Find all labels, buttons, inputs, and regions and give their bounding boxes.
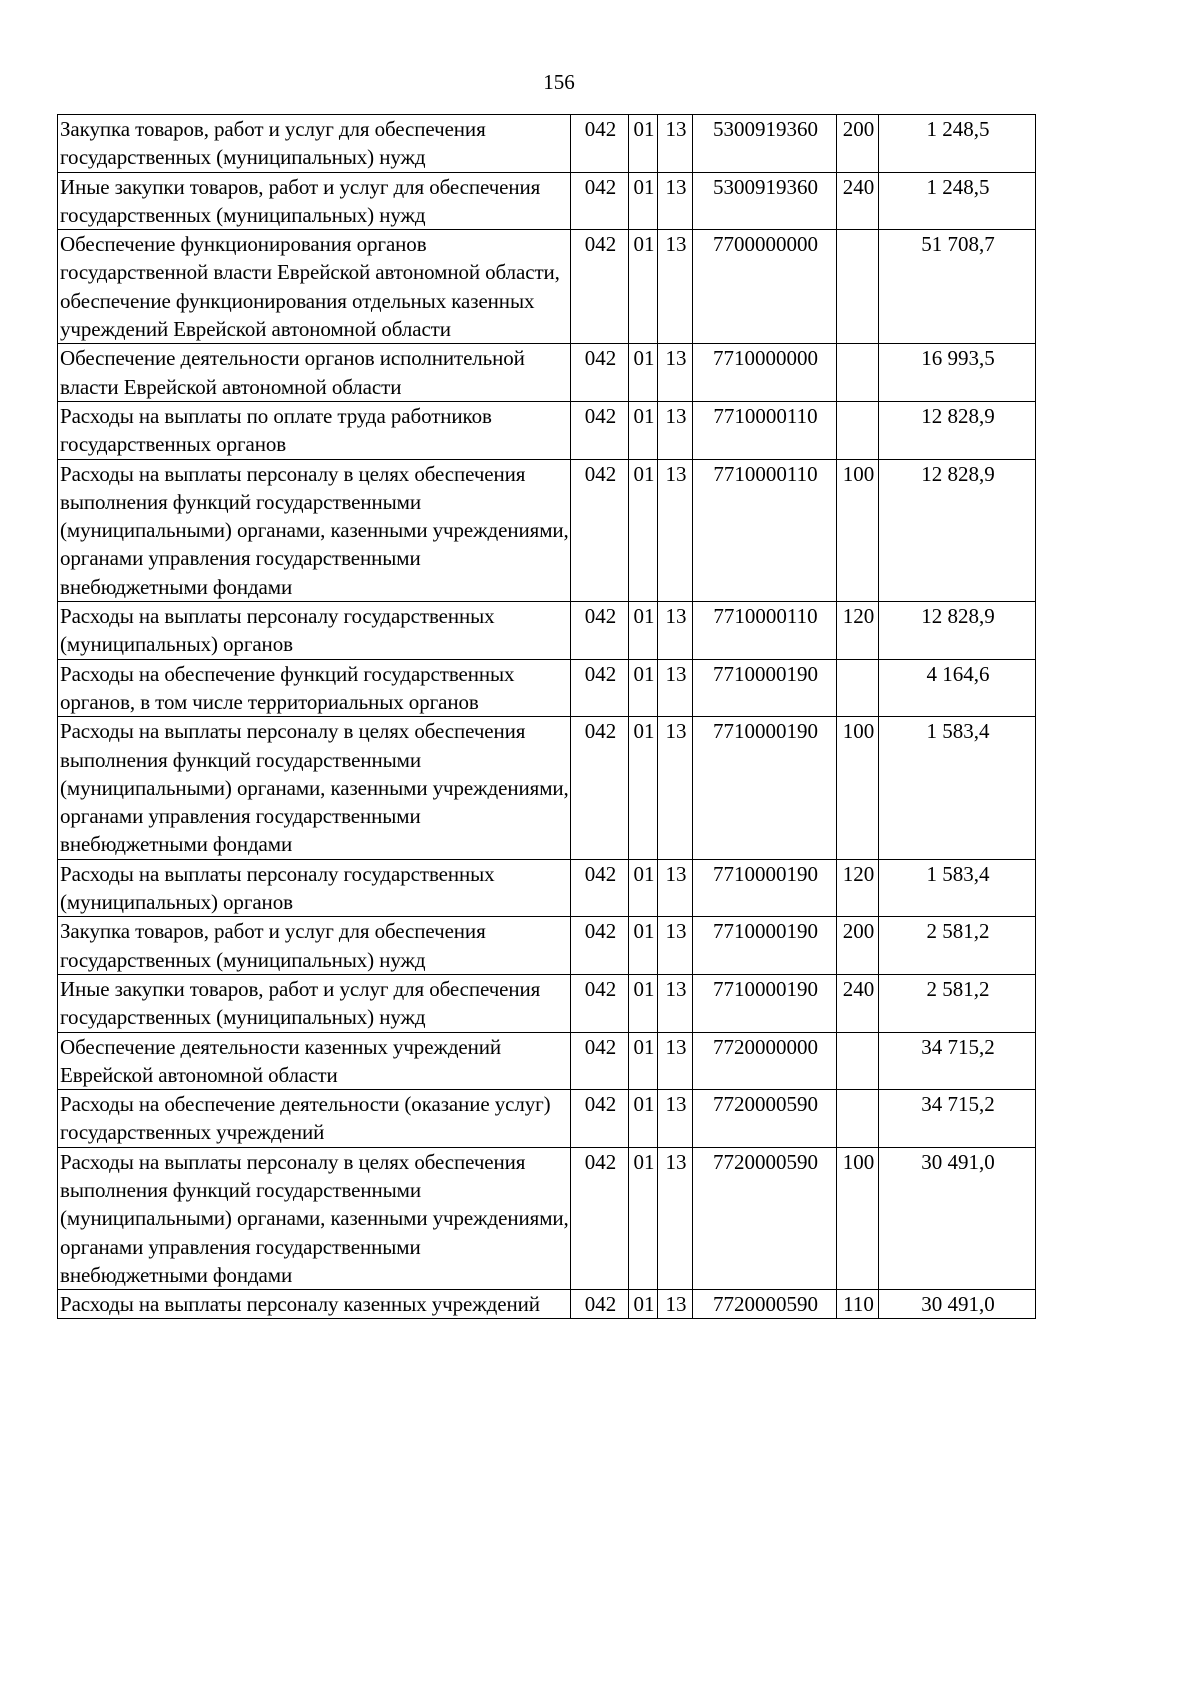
expense-type-cell: 240	[837, 172, 879, 230]
table-row	[58, 917, 1036, 975]
subsection-code-cell: 13	[658, 859, 693, 917]
expense-type-cell	[837, 1032, 879, 1090]
subsection-code-cell: 13	[658, 115, 693, 173]
ministry-code-cell: 042	[571, 401, 629, 459]
table-row	[58, 172, 1036, 230]
section-code-cell: 01	[629, 859, 658, 917]
expense-type-cell	[837, 344, 879, 402]
target-article-cell: 7710000190	[693, 659, 837, 717]
target-article-cell: 7720000590	[693, 1290, 837, 1319]
table-row	[58, 717, 1036, 859]
section-code-cell: 01	[629, 459, 658, 601]
expense-type-cell: 100	[837, 459, 879, 601]
subsection-code-cell: 13	[658, 659, 693, 717]
amount-cell: 16 993,5	[879, 344, 1036, 402]
amount-cell: 51 708,7	[879, 230, 1036, 344]
amount-cell: 12 828,9	[879, 401, 1036, 459]
table-row	[58, 659, 1036, 717]
expense-type-cell: 110	[837, 1290, 879, 1319]
table-row	[58, 1090, 1036, 1148]
subsection-code-cell: 13	[658, 459, 693, 601]
subsection-code-cell: 13	[658, 401, 693, 459]
subsection-code-cell: 13	[658, 1032, 693, 1090]
page-number: 156	[543, 70, 575, 94]
target-article-cell: 7720000590	[693, 1090, 837, 1148]
expense-name-cell: Обеспечение деятельности органов исполнительной власти Еврейской автономной области	[58, 344, 571, 402]
expense-name-cell: Расходы на выплаты персоналу в целях обеспечения выполнения функций государственными (муниципальными) органами, казенными учреждениями, органами управления государственными внебюджетными фондами	[58, 459, 571, 601]
table-row	[58, 974, 1036, 1032]
section-code-cell: 01	[629, 1147, 658, 1289]
table-row	[58, 230, 1036, 344]
ministry-code-cell: 042	[571, 459, 629, 601]
expense-name-cell: Закупка товаров, работ и услуг для обеспечения государственных (муниципальных) нужд	[58, 115, 571, 173]
expense-name-cell: Расходы на выплаты персоналу казенных учреждений	[58, 1290, 571, 1319]
expense-type-cell	[837, 1090, 879, 1148]
section-code-cell: 01	[629, 172, 658, 230]
amount-cell: 34 715,2	[879, 1090, 1036, 1148]
ministry-code-cell: 042	[571, 230, 629, 344]
expense-name-cell: Расходы на выплаты персоналу в целях обеспечения выполнения функций государственными (муниципальными) органами, казенными учреждениями, органами управления государственными внебюджетными фондами	[58, 717, 571, 859]
table-row	[58, 859, 1036, 917]
expense-name-cell: Расходы на обеспечение деятельности (оказание услуг) государственных учреждений	[58, 1090, 571, 1148]
subsection-code-cell: 13	[658, 1090, 693, 1148]
budget-table-body	[58, 115, 1036, 1319]
section-code-cell: 01	[629, 974, 658, 1032]
table-row	[58, 401, 1036, 459]
expense-type-cell: 120	[837, 859, 879, 917]
expense-type-cell	[837, 659, 879, 717]
target-article-cell: 7710000190	[693, 974, 837, 1032]
expense-type-cell	[837, 230, 879, 344]
table-row	[58, 1147, 1036, 1289]
amount-cell: 12 828,9	[879, 602, 1036, 660]
amount-cell: 1 583,4	[879, 859, 1036, 917]
section-code-cell: 01	[629, 1032, 658, 1090]
amount-cell: 1 248,5	[879, 115, 1036, 173]
target-article-cell: 7720000000	[693, 1032, 837, 1090]
target-article-cell: 7700000000	[693, 230, 837, 344]
expense-type-cell: 200	[837, 917, 879, 975]
target-article-cell: 7710000190	[693, 717, 837, 859]
amount-cell: 30 491,0	[879, 1147, 1036, 1289]
expense-name-cell: Иные закупки товаров, работ и услуг для обеспечения государственных (муниципальных) нужд	[58, 172, 571, 230]
amount-cell: 30 491,0	[879, 1290, 1036, 1319]
target-article-cell: 5300919360	[693, 172, 837, 230]
expense-type-cell: 100	[837, 1147, 879, 1289]
subsection-code-cell: 13	[658, 717, 693, 859]
subsection-code-cell: 13	[658, 172, 693, 230]
amount-cell: 12 828,9	[879, 459, 1036, 601]
ministry-code-cell: 042	[571, 1147, 629, 1289]
expense-type-cell: 100	[837, 717, 879, 859]
budget-table	[57, 114, 1036, 1319]
amount-cell: 2 581,2	[879, 974, 1036, 1032]
amount-cell: 34 715,2	[879, 1032, 1036, 1090]
ministry-code-cell: 042	[571, 717, 629, 859]
expense-type-cell: 200	[837, 115, 879, 173]
expense-type-cell: 240	[837, 974, 879, 1032]
section-code-cell: 01	[629, 230, 658, 344]
ministry-code-cell: 042	[571, 1090, 629, 1148]
target-article-cell: 7710000190	[693, 859, 837, 917]
amount-cell: 1 248,5	[879, 172, 1036, 230]
subsection-code-cell: 13	[658, 602, 693, 660]
section-code-cell: 01	[629, 659, 658, 717]
section-code-cell: 01	[629, 401, 658, 459]
ministry-code-cell: 042	[571, 859, 629, 917]
section-code-cell: 01	[629, 1090, 658, 1148]
target-article-cell: 7710000110	[693, 459, 837, 601]
expense-name-cell: Обеспечение деятельности казенных учреждений Еврейской автономной области	[58, 1032, 571, 1090]
section-code-cell: 01	[629, 717, 658, 859]
amount-cell: 1 583,4	[879, 717, 1036, 859]
subsection-code-cell: 13	[658, 344, 693, 402]
table-row	[58, 459, 1036, 601]
expense-name-cell: Расходы на выплаты по оплате труда работников государственных органов	[58, 401, 571, 459]
section-code-cell: 01	[629, 115, 658, 173]
table-row	[58, 1290, 1036, 1319]
expense-name-cell: Обеспечение функционирования органов государственной власти Еврейской автономной области, обеспечение функционирования отдельных казенных учреждений Еврейской автономной области	[58, 230, 571, 344]
ministry-code-cell: 042	[571, 115, 629, 173]
subsection-code-cell: 13	[658, 1290, 693, 1319]
target-article-cell: 5300919360	[693, 115, 837, 173]
section-code-cell: 01	[629, 1290, 658, 1319]
expense-name-cell: Расходы на выплаты персоналу государственных (муниципальных) органов	[58, 602, 571, 660]
section-code-cell: 01	[629, 344, 658, 402]
section-code-cell: 01	[629, 917, 658, 975]
subsection-code-cell: 13	[658, 1147, 693, 1289]
expense-name-cell: Иные закупки товаров, работ и услуг для обеспечения государственных (муниципальных) нужд	[58, 974, 571, 1032]
target-article-cell: 7710000000	[693, 344, 837, 402]
expense-name-cell: Расходы на выплаты персоналу государственных (муниципальных) органов	[58, 859, 571, 917]
ministry-code-cell: 042	[571, 1290, 629, 1319]
expense-type-cell	[837, 401, 879, 459]
table-row	[58, 602, 1036, 660]
expense-type-cell: 120	[837, 602, 879, 660]
amount-cell: 4 164,6	[879, 659, 1036, 717]
table-row	[58, 1032, 1036, 1090]
section-code-cell: 01	[629, 602, 658, 660]
target-article-cell: 7720000590	[693, 1147, 837, 1289]
target-article-cell: 7710000110	[693, 602, 837, 660]
subsection-code-cell: 13	[658, 974, 693, 1032]
target-article-cell: 7710000190	[693, 917, 837, 975]
ministry-code-cell: 042	[571, 602, 629, 660]
ministry-code-cell: 042	[571, 172, 629, 230]
ministry-code-cell: 042	[571, 917, 629, 975]
expense-name-cell: Закупка товаров, работ и услуг для обеспечения государственных (муниципальных) нужд	[58, 917, 571, 975]
target-article-cell: 7710000110	[693, 401, 837, 459]
subsection-code-cell: 13	[658, 230, 693, 344]
expense-name-cell: Расходы на выплаты персоналу в целях обеспечения выполнения функций государственными (муниципальными) органами, казенными учреждениями, органами управления государственными внебюджетными фондами	[58, 1147, 571, 1289]
ministry-code-cell: 042	[571, 1032, 629, 1090]
table-row	[58, 344, 1036, 402]
expense-name-cell: Расходы на обеспечение функций государственных органов, в том числе территориальных органов	[58, 659, 571, 717]
subsection-code-cell: 13	[658, 917, 693, 975]
table-row	[58, 115, 1036, 173]
ministry-code-cell: 042	[571, 974, 629, 1032]
ministry-code-cell: 042	[571, 344, 629, 402]
amount-cell: 2 581,2	[879, 917, 1036, 975]
ministry-code-cell: 042	[571, 659, 629, 717]
